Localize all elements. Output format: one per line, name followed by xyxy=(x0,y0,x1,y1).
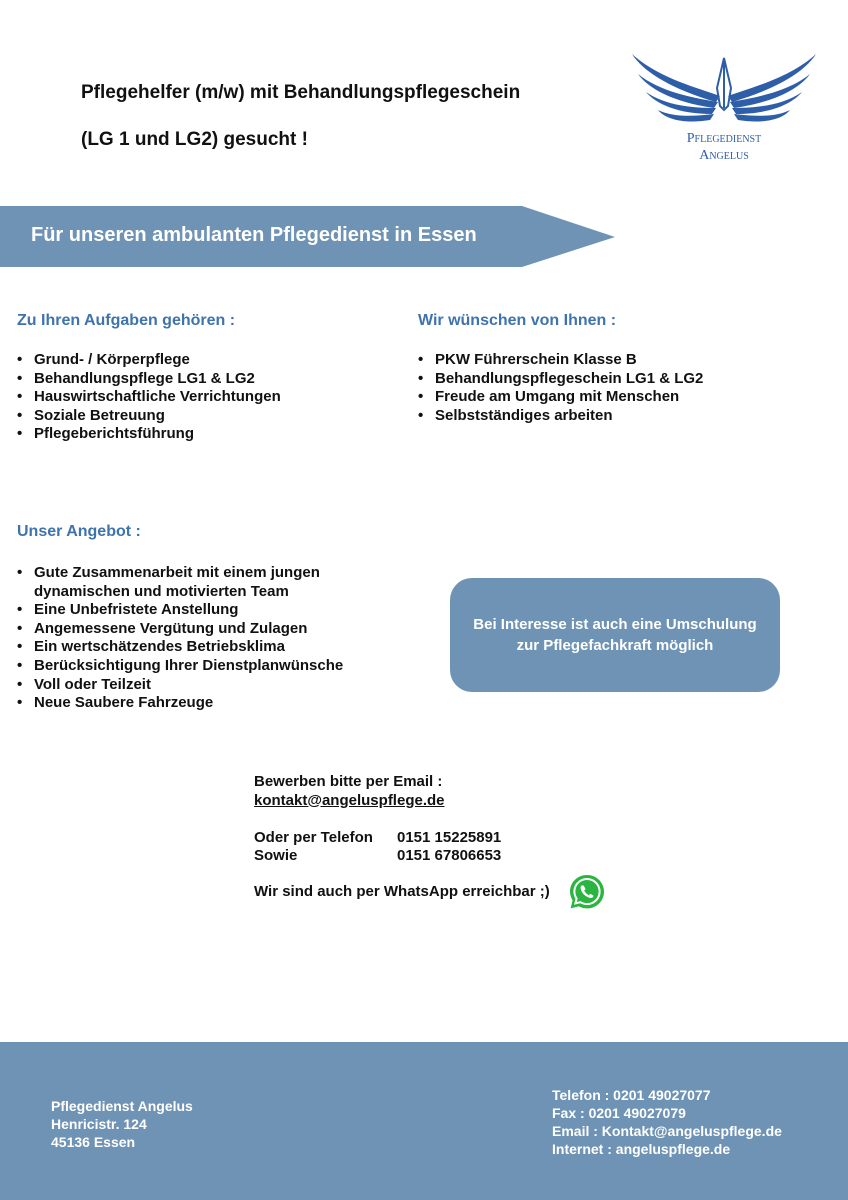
list-item: • Angemessene Vergütung und Zulagen xyxy=(17,620,347,639)
list-item: • Berücksichtigung Ihrer Dienstplanwünsche xyxy=(17,657,347,676)
footer-company: Pflegedienst Angelus xyxy=(51,1098,193,1114)
retraining-callout xyxy=(450,578,780,692)
footer-email[interactable]: Email : Kontakt@angeluspflege.de xyxy=(552,1123,782,1139)
list-item: • Selbstständiges arbeiten xyxy=(418,407,818,426)
list-item: • Gute Zusammenarbeit mit einem jungen dynamischen und motivierten Team xyxy=(17,564,347,601)
list-item: • Soziale Betreuung xyxy=(17,407,397,426)
list-item: • Neue Saubere Fahrzeuge xyxy=(17,694,347,713)
list-item: • Grund- / Körperpflege xyxy=(17,351,397,370)
footer-fax: Fax : 0201 49027079 xyxy=(552,1105,686,1121)
phone-number-1[interactable]: 0151 15225891 xyxy=(397,828,502,846)
footer-internet[interactable]: Internet : angeluspflege.de xyxy=(552,1141,731,1157)
whatsapp-text: Wir sind auch per WhatsApp erreichbar ;) xyxy=(254,883,550,900)
callout-text: Bei Interesse ist auch eine Umschulung zur Pflegefachkraft möglich xyxy=(473,615,757,654)
logo xyxy=(628,48,820,168)
phone-label: Oder per Telefon xyxy=(254,828,373,846)
list-item: • Voll oder Teilzeit xyxy=(17,676,347,695)
phone-number-2[interactable]: 0151 67806653 xyxy=(397,847,502,865)
tasks-list xyxy=(17,351,397,444)
tasks-heading: Zu Ihren Aufgaben gehören : xyxy=(17,312,236,329)
footer-phone: Telefon : 0201 49027077 xyxy=(552,1087,711,1103)
footer-contact xyxy=(552,1086,782,1158)
banner-text: Für unseren ambulanten Pflegedienst in Essen xyxy=(31,224,477,246)
list-item: • Eine Unbefristete Anstellung xyxy=(17,601,347,620)
list-item: • PKW Führerschein Klasse B xyxy=(418,351,818,370)
application-contact xyxy=(254,773,501,866)
footer-address xyxy=(51,1097,193,1151)
logo-line-2: Angelus xyxy=(699,148,749,163)
list-item: • Pflegeberichtsführung xyxy=(17,425,397,444)
list-item: • Behandlungspflege LG1 & LG2 xyxy=(17,370,397,389)
email-label: Bewerben bitte per Email : xyxy=(254,773,443,790)
email-link[interactable]: kontakt@angeluspflege.de xyxy=(254,791,445,809)
wishes-heading: Wir wünschen von Ihnen : xyxy=(418,312,617,329)
list-item: • Ein wertschätzendes Betriebsklima xyxy=(17,638,347,657)
whatsapp-icon[interactable] xyxy=(568,873,606,911)
page-title-line-1: Pflegehelfer (m/w) mit Behandlungspflegeschein xyxy=(81,82,521,103)
list-item: • Behandlungspflegeschein LG1 & LG2 xyxy=(418,370,818,389)
wishes-list xyxy=(418,351,818,425)
footer-city: 45136 Essen xyxy=(51,1134,136,1150)
angel-wings-icon xyxy=(628,48,820,168)
list-item: • Hauswirtschaftliche Verrichtungen xyxy=(17,388,397,407)
offer-list xyxy=(17,564,347,713)
logo-line-1: Pflegedienst xyxy=(686,131,762,146)
also-label: Sowie xyxy=(254,847,298,865)
list-item: • Freude am Umgang mit Menschen xyxy=(418,388,818,407)
page-title-line-2: (LG 1 und LG2) gesucht ! xyxy=(81,129,308,150)
footer-street: Henricistr. 124 xyxy=(51,1116,147,1132)
offer-heading: Unser Angebot : xyxy=(17,523,141,540)
banner xyxy=(0,206,615,267)
